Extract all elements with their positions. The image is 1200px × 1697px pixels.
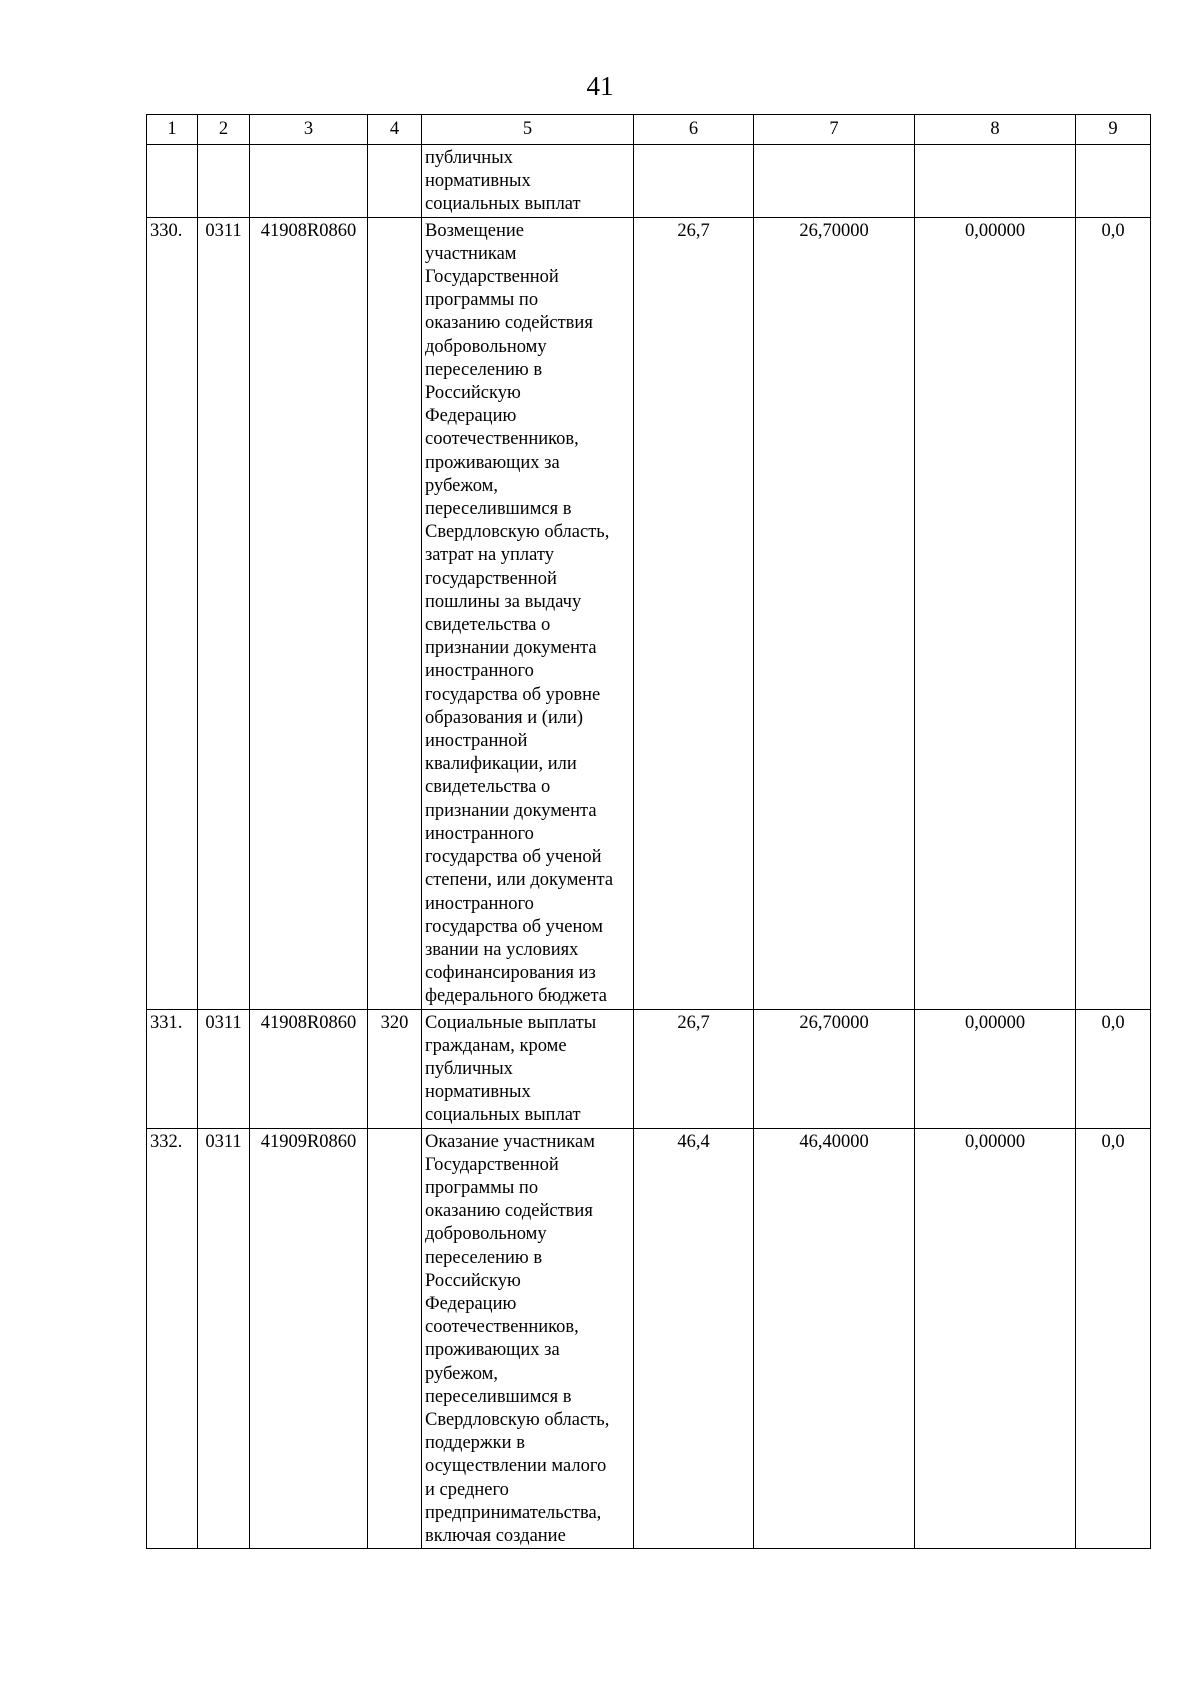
header-col-2: 2	[198, 115, 250, 145]
description-line: Свердловскую область,	[425, 1409, 610, 1430]
row-number-cell: 332.	[147, 1128, 198, 1549]
description-line: иностранного	[425, 893, 534, 914]
header-col-7: 7	[754, 115, 915, 145]
description-cell	[422, 217, 634, 1009]
header-col-4: 4	[368, 115, 422, 145]
header-col-5: 5	[422, 115, 634, 145]
target-article-cell: 41908R0860	[250, 217, 368, 1009]
amount-col9-cell: 0,0	[1076, 1128, 1151, 1549]
amount-col9-cell	[1076, 145, 1151, 218]
description-line: государства об ученом	[425, 916, 603, 937]
description-line: нормативных	[425, 1082, 531, 1103]
header-col-1: 1	[147, 115, 198, 145]
amount-col6-cell: 26,7	[634, 1009, 754, 1128]
amount-col6-cell	[634, 145, 754, 218]
amount-col7-cell: 26,70000	[754, 217, 915, 1009]
description-line: нормативных	[425, 171, 531, 192]
amount-col8-cell: 0,00000	[915, 1128, 1076, 1549]
description-line: социальных выплат	[425, 194, 581, 215]
row-number-cell: 330.	[147, 217, 198, 1009]
table-body	[147, 145, 1151, 1549]
section-code-cell	[198, 145, 250, 218]
description-line: признании документа	[425, 638, 597, 659]
description-line: соотечественников,	[425, 429, 579, 450]
description-line: переселению в	[425, 359, 543, 380]
header-col-6: 6	[634, 115, 754, 145]
description-line: свидетельства о	[425, 615, 551, 636]
description-line: публичных	[425, 1058, 513, 1079]
description-line: звании на условиях	[425, 939, 579, 960]
description-line: Федерацию	[425, 406, 517, 427]
description-line: социальных выплат	[425, 1105, 581, 1126]
table-row	[147, 1009, 1151, 1128]
description-line: признании документа	[425, 800, 597, 821]
expense-type-cell	[368, 217, 422, 1009]
description-line: переселившимся в	[425, 1386, 572, 1407]
description-line: включая создание	[425, 1525, 566, 1546]
description-line: рубежом,	[425, 1363, 498, 1384]
amount-col9-cell: 0,0	[1076, 217, 1151, 1009]
description-line: участникам	[425, 243, 517, 264]
section-code-cell: 0311	[198, 217, 250, 1009]
amount-col8-cell: 0,00000	[915, 1009, 1076, 1128]
description-line: проживающих за	[425, 452, 560, 473]
description-line: пошлины за выдачу	[425, 591, 582, 612]
description-line: Федерацию	[425, 1293, 517, 1314]
budget-table	[146, 114, 1151, 1549]
amount-col7-cell	[754, 145, 915, 218]
description-line: квалификации, или	[425, 754, 577, 775]
table-row	[147, 217, 1151, 1009]
description-line: Государственной	[425, 267, 559, 288]
description-line: софинансирования из	[425, 963, 596, 984]
description-line: Свердловскую область,	[425, 522, 610, 543]
description-line: оказанию содействия	[425, 313, 593, 334]
target-article-cell	[250, 145, 368, 218]
row-number-cell: 331.	[147, 1009, 198, 1128]
description-line: иностранного	[425, 823, 534, 844]
table-row	[147, 145, 1151, 218]
description-line: Российскую	[425, 383, 521, 404]
description-line: добровольному	[425, 1224, 547, 1245]
header-col-8: 8	[915, 115, 1076, 145]
description-line: иностранного	[425, 661, 534, 682]
expense-type-cell	[368, 145, 422, 218]
description-line: свидетельства о	[425, 777, 551, 798]
expense-type-cell	[368, 1128, 422, 1549]
target-article-cell: 41908R0860	[250, 1009, 368, 1128]
description-line: Социальные выплаты	[425, 1012, 597, 1033]
amount-col8-cell	[915, 145, 1076, 218]
description-line: переселившимся в	[425, 499, 572, 520]
section-code-cell: 0311	[198, 1009, 250, 1128]
section-code-cell: 0311	[198, 1128, 250, 1549]
row-number-cell	[147, 145, 198, 218]
description-cell	[422, 1009, 634, 1128]
header-col-9: 9	[1076, 115, 1151, 145]
amount-col8-cell: 0,00000	[915, 217, 1076, 1009]
amount-col6-cell: 26,7	[634, 217, 754, 1009]
description-line: переселению в	[425, 1247, 543, 1268]
description-line: Оказание участникам	[425, 1131, 595, 1152]
amount-col6-cell: 46,4	[634, 1128, 754, 1549]
description-line: образования и (или)	[425, 707, 584, 728]
amount-col7-cell: 46,40000	[754, 1128, 915, 1549]
description-line: степени, или документа	[425, 870, 614, 891]
description-line: государства об уровне	[425, 684, 601, 705]
description-line: программы по	[425, 1177, 539, 1198]
amount-col9-cell: 0,0	[1076, 1009, 1151, 1128]
description-line: затрат на уплату	[425, 545, 554, 566]
description-line: иностранной	[425, 731, 528, 752]
description-line: добровольному	[425, 336, 547, 357]
amount-col7-cell: 26,70000	[754, 1009, 915, 1128]
description-line: рубежом,	[425, 475, 498, 496]
description-line: федерального бюджета	[425, 986, 608, 1007]
description-line: программы по	[425, 290, 539, 311]
page-number: 41	[586, 71, 614, 101]
target-article-cell: 41909R0860	[250, 1128, 368, 1549]
description-line: поддержки в	[425, 1433, 525, 1454]
description-line: проживающих за	[425, 1340, 560, 1361]
description-line: гражданам, кроме	[425, 1035, 567, 1056]
description-line: государства об ученой	[425, 847, 602, 868]
description-line: предпринимательства,	[425, 1502, 602, 1523]
description-line: соотечественников,	[425, 1317, 579, 1338]
description-line: Российскую	[425, 1270, 521, 1291]
description-cell	[422, 1128, 634, 1549]
header-col-3: 3	[250, 115, 368, 145]
table-row	[147, 1128, 1151, 1549]
description-line: осуществлении малого	[425, 1456, 607, 1477]
description-line: государственной	[425, 568, 557, 589]
description-line: оказанию содействия	[425, 1201, 593, 1222]
description-line: публичных	[425, 148, 513, 168]
description-line: Государственной	[425, 1154, 559, 1175]
description-line: и среднего	[425, 1479, 509, 1500]
header-row	[147, 115, 1151, 145]
expense-type-cell: 320	[368, 1009, 422, 1128]
description-cell	[422, 145, 634, 218]
description-line: Возмещение	[425, 220, 525, 241]
